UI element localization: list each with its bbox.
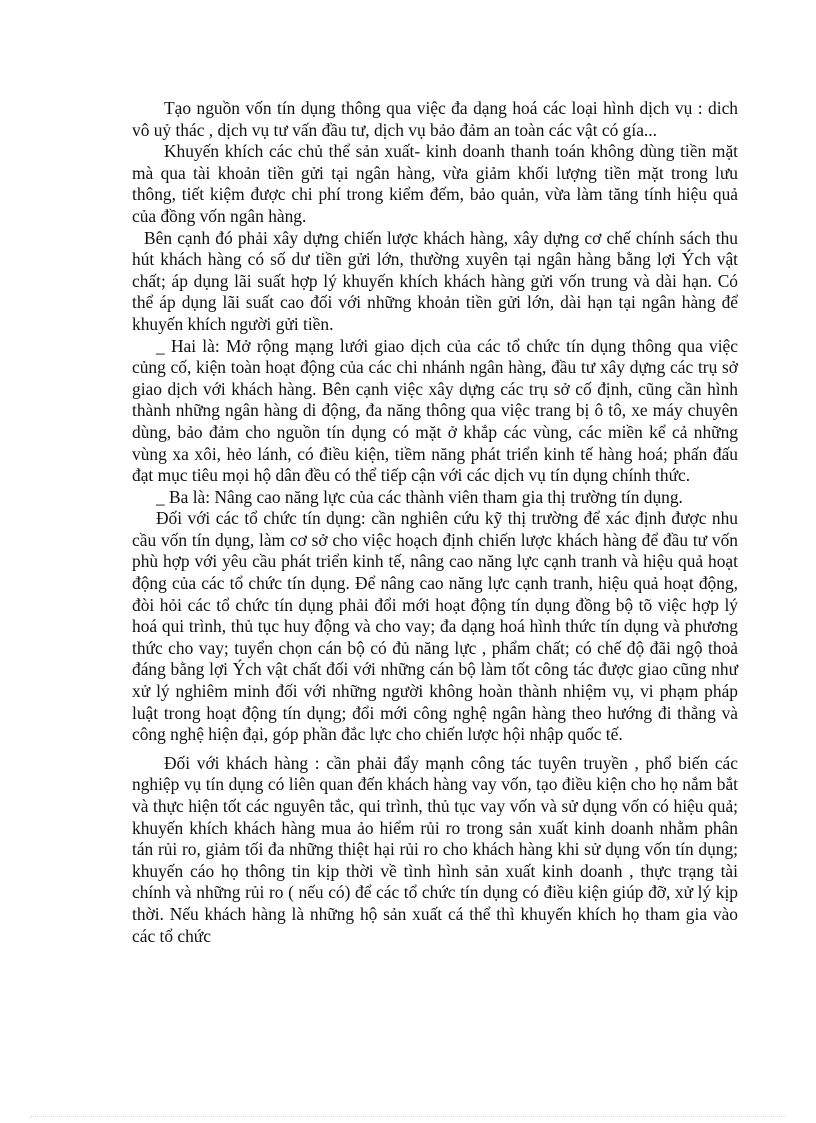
paragraph-point-three: _ Ba là: Nâng cao năng lực của các thành viên tham gia thị trường tín dụng. [156,486,683,507]
paragraph-customers: Đối với khách hàng : cần phải đẩy mạnh công tác tuyên truyền , phổ biến các nghiệp vụ tín dụng có liên quan đến khách hàng vay vốn, tạo điều kiện cho họ nắm bắt và thực hiện tốt các nguyên tắc, qui trình, thủ tục vay vốn và sử dụng vốn có hiệu quả; khuyến khích khách hàng mua ảo hiểm rủi ro trong sản xuất kinh doanh nhằm phân tán rủi ro, giảm tối đa những thiệt hại rủi ro cho khách hàng khi sử dụng vốn tín dụng; khuyến cáo họ thông tin kịp thời về tình hình sản xuất kinh doanh , thực trạng tài chính và những rủi ro ( nếu có) để các tổ chức tín dụng có điều kiện giúp đỡ, xử lý kịp thời. Nếu khách hàng là những hộ sản xuất cá thể thì khuyến khích họ tham gia vào các tổ chức [132,752,738,946]
document-page [132,98,738,947]
paragraph-point-two: _ Hai là: Mở rộng mạng lưới giao dịch của các tổ chức tín dụng thông qua việc củng cố, kiện toàn hoạt động của các chi nhánh ngân hàng, đầu tư xây dựng các trụ sở giao dịch với khách hàng. Bên cạnh việc xây dựng các trụ sở cố định, cũng cần hình thành những ngân hàng di động, đa năng thông qua việc trang bị ô tô, xe máy chuyên dùng, bảo đảm cho nguồn tín dụng có mặt ở khắp các vùng, các miền kể cả những vùng xa xôi, hẻo lánh, có điều kiện, tiềm năng phát triển kinh tế hàng hoá; phấn đấu đạt mục tiêu mọi hộ dân đều có thể tiếp cận với các dịch vụ tín dụng chính thức. [132,335,738,486]
paragraph-credit-services: Tạo nguồn vốn tín dụng thông qua việc đa dạng hoá các loại hình dịch vụ : dich vô uỷ thác , dịch vụ tư vấn đầu tư, dịch vụ bảo đảm an toàn các vật có gía... [132,98,738,140]
page-bottom-divider [30,1116,786,1117]
paragraph-credit-institutions: Đối với các tổ chức tín dụng: cần nghiên cứu kỹ thị trường để xác định được nhu cầu vốn tín dụng, làm cơ sở cho việc hoạch định chiến lược khách hàng để đầu tư vốn phù hợp với yêu cầu phát triển kinh tế, nâng cao năng lực cạnh tranh và hiệu quả hoạt động của các tổ chức tín dụng. Để nâng cao năng lực cạnh tranh, hiệu quả hoạt động, đòi hỏi các tổ chức tín dụng phải đổi mới hoạt động tín dụng đồng bộ tõ việc hợp lý hoá qui trình, thủ tục huy động và cho vay; đa dạng hoá hình thức tín dụng và phương thức cho vay; tuyển chọn cán bộ có đủ năng lực , phẩm chất; có chế độ đãi ngộ thoả đáng bằng lợi Ých vật chất đối với những cán bộ làm tốt công tác được giao cũng như xử lý nghiêm minh đối với những người không hoàn thành nhiệm vụ, vi phạm pháp luật trong hoạt động tín dụng; đổi mới công nghệ ngân hàng theo hướng đi thẳng và công nghệ hiện đại, góp phần đắc lực cho chiến lược hội nhập quốc tế. [132,508,738,745]
paragraph-customer-strategy: Bên cạnh đó phải xây dựng chiến lược khách hàng, xây dựng cơ chế chính sách thu hút khách hàng có số dư tiền gửi lớn, thường xuyên tại ngân hàng bằng lợi Ých vật chất; áp dụng lãi suất hợp lý khuyến khích khách hàng gửi vốn trung và dài hạn. Có thể áp dụng lãi suất cao đối với những khoản tiền gửi lớn, dài hạn tại ngân hàng để khuyến khích người gửi tiền. [132,227,738,334]
paragraph-cashless-payment: Khuyến khích các chủ thể sản xuất- kinh doanh thanh toán không dùng tiền mặt mà qua tài khoản tiền gửi tại ngân hàng, vừa giảm khối lượng tiền mặt trong lưu thông, tiết kiệm được chi phí trong kiểm đếm, bảo quản, vừa làm tăng tính hiệu quả của đồng vốn ngân hàng. [132,141,738,226]
